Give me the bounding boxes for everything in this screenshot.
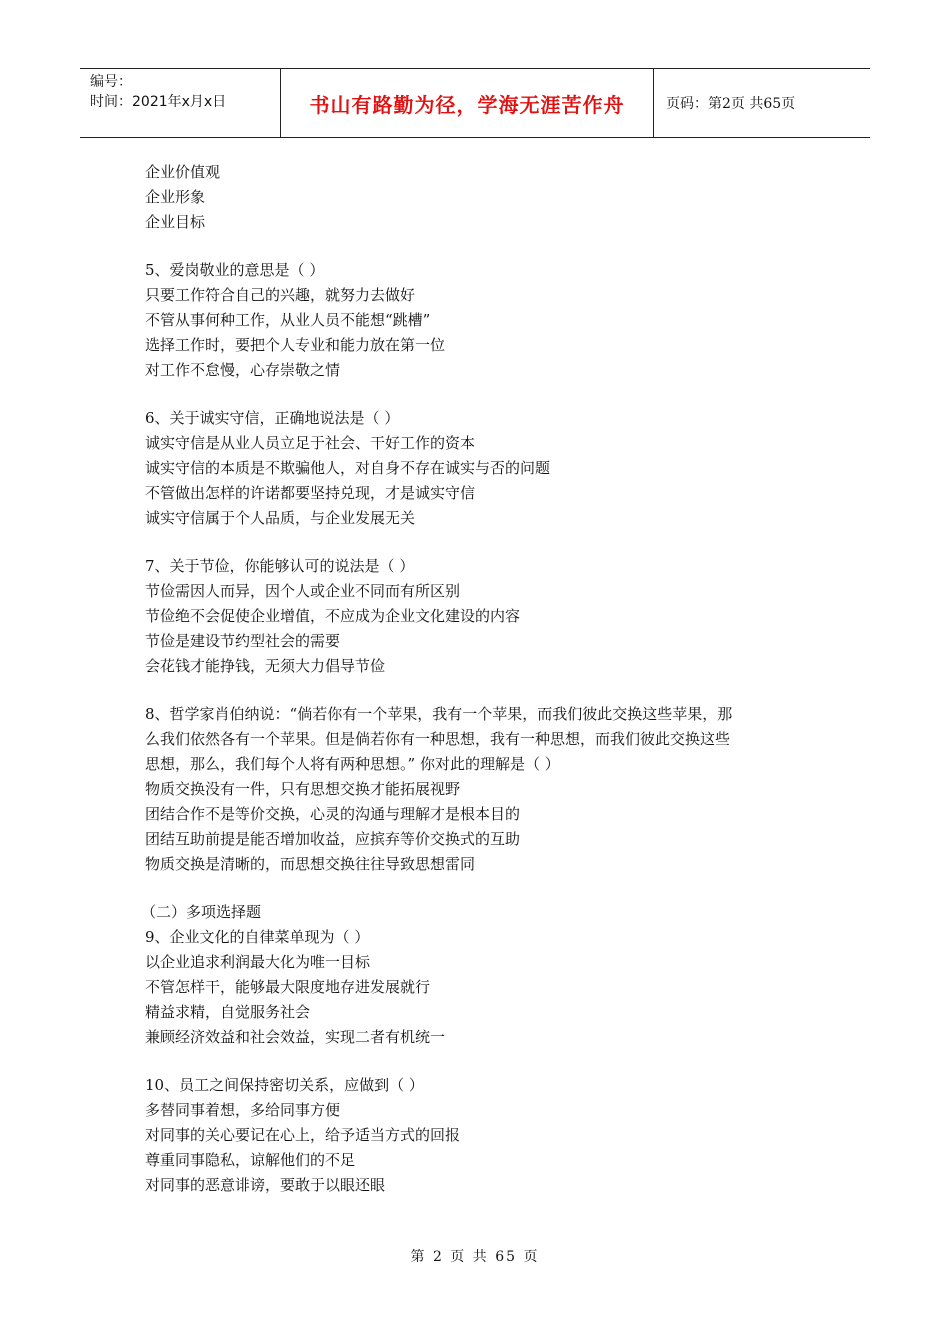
text-line: 9、企业文化的自律菜单现为（ ） bbox=[145, 928, 370, 946]
text-line: 尊重同事隐私，谅解他们的不足 bbox=[145, 1151, 356, 1169]
text-line: 诚实守信的本质是不欺骗他人，对自身不存在诚实与否的问题 bbox=[145, 459, 551, 477]
text-line: 节俭需因人而异，因个人或企业不同而有所区别 bbox=[145, 582, 461, 600]
text-line: 只要工作符合自己的兴趣，就努力去做好 bbox=[145, 286, 416, 304]
text-line: 对同事的关心要记在心上，给予适当方式的回报 bbox=[145, 1126, 461, 1144]
text-line: 团结合作不是等价交换，心灵的沟通与理解才是根本目的 bbox=[145, 805, 521, 823]
document-body bbox=[141, 160, 815, 1198]
question-block bbox=[145, 406, 815, 531]
text-line: 选择工作时，要把个人专业和能力放在第一位 bbox=[145, 336, 446, 354]
block-spacer bbox=[145, 679, 815, 702]
question-block bbox=[145, 702, 815, 877]
question-block bbox=[145, 554, 815, 679]
text-line: 团结互助前提是能否增加收益，应摈弃等价交换式的互助 bbox=[145, 830, 521, 848]
question-block bbox=[145, 1073, 815, 1198]
block-spacer bbox=[145, 1050, 815, 1073]
text-line: 7、关于节俭，你能够认可的说法是（ ） bbox=[145, 557, 415, 575]
text-line: （二）多项选择题 bbox=[141, 903, 262, 921]
text-line: 物质交换是清晰的，而思想交换往往导致思想雷同 bbox=[145, 855, 476, 873]
text-line: 10、员工之间保持密切关系，应做到（ ） bbox=[145, 1076, 424, 1094]
text-line: 企业价值观 bbox=[145, 163, 221, 181]
text-line: 对工作不怠慢，心存崇敬之情 bbox=[145, 361, 341, 379]
header-page-code-cell bbox=[654, 69, 870, 137]
block-spacer bbox=[145, 531, 815, 554]
footer-page-number: 第 2 页 共 65 页 bbox=[410, 1249, 540, 1265]
text-line: 不管做出怎样的许诺都要坚持兑现，才是诚实守信 bbox=[145, 484, 476, 502]
text-line: 企业形象 bbox=[145, 188, 206, 206]
page-header bbox=[80, 68, 870, 138]
text-line: 不管从事何种工作，从业人员不能想“跳槽” bbox=[145, 311, 431, 329]
block-spacer bbox=[145, 235, 815, 258]
page-footer bbox=[0, 1246, 950, 1266]
text-line: 思想，那么，我们每个人将有两种思想。” 你对此的理解是（ ） bbox=[145, 755, 560, 773]
text-line: 以企业追求利润最大化为唯一目标 bbox=[145, 953, 371, 971]
serial-label: 编号： bbox=[90, 74, 132, 90]
text-line: 企业目标 bbox=[145, 213, 206, 231]
text-line: 会花钱才能挣钱，无须大力倡导节俭 bbox=[145, 657, 386, 675]
block-spacer bbox=[145, 383, 815, 406]
time-label: 时间：2021年x月x日 bbox=[90, 94, 227, 110]
text-line: 诚实守信属于个人品质，与企业发展无关 bbox=[145, 509, 416, 527]
text-line: 多替同事着想，多给同事方便 bbox=[145, 1101, 341, 1119]
text-line: 不管怎样干，能够最大限度地存进发展就行 bbox=[145, 978, 431, 996]
header-meta bbox=[80, 69, 281, 137]
page-code: 页码：第2页 共65页 bbox=[666, 96, 796, 112]
question-block bbox=[141, 900, 815, 1050]
motto: 书山有路勤为径，学海无涯苦作舟 bbox=[309, 92, 625, 117]
text-line: 精益求精，自觉服务社会 bbox=[145, 1003, 311, 1021]
text-line: 8、哲学家肖伯纳说：“倘若你有一个苹果，我有一个苹果，而我们彼此交换这些苹果，那 bbox=[145, 705, 733, 723]
text-line: 对同事的恶意诽谤，要敢于以眼还眼 bbox=[145, 1176, 386, 1194]
text-line: 5、爱岗敬业的意思是（ ） bbox=[145, 261, 325, 279]
text-line: 么我们依然各有一个苹果。但是倘若你有一种思想，我有一种思想，而我们彼此交换这些 bbox=[145, 730, 731, 748]
text-line: 物质交换没有一件，只有思想交换才能拓展视野 bbox=[145, 780, 461, 798]
text-line: 节俭绝不会促使企业增值，不应成为企业文化建设的内容 bbox=[145, 607, 521, 625]
text-line: 6、关于诚实守信，正确地说法是（ ） bbox=[145, 409, 400, 427]
block-spacer bbox=[145, 877, 815, 900]
text-line: 诚实守信是从业人员立足于社会、干好工作的资本 bbox=[145, 434, 476, 452]
text-line: 兼顾经济效益和社会效益，实现二者有机统一 bbox=[145, 1028, 446, 1046]
header-motto-cell bbox=[281, 69, 654, 137]
text-line: 节俭是建设节约型社会的需要 bbox=[145, 632, 341, 650]
question-block bbox=[145, 160, 815, 235]
question-block bbox=[145, 258, 815, 383]
